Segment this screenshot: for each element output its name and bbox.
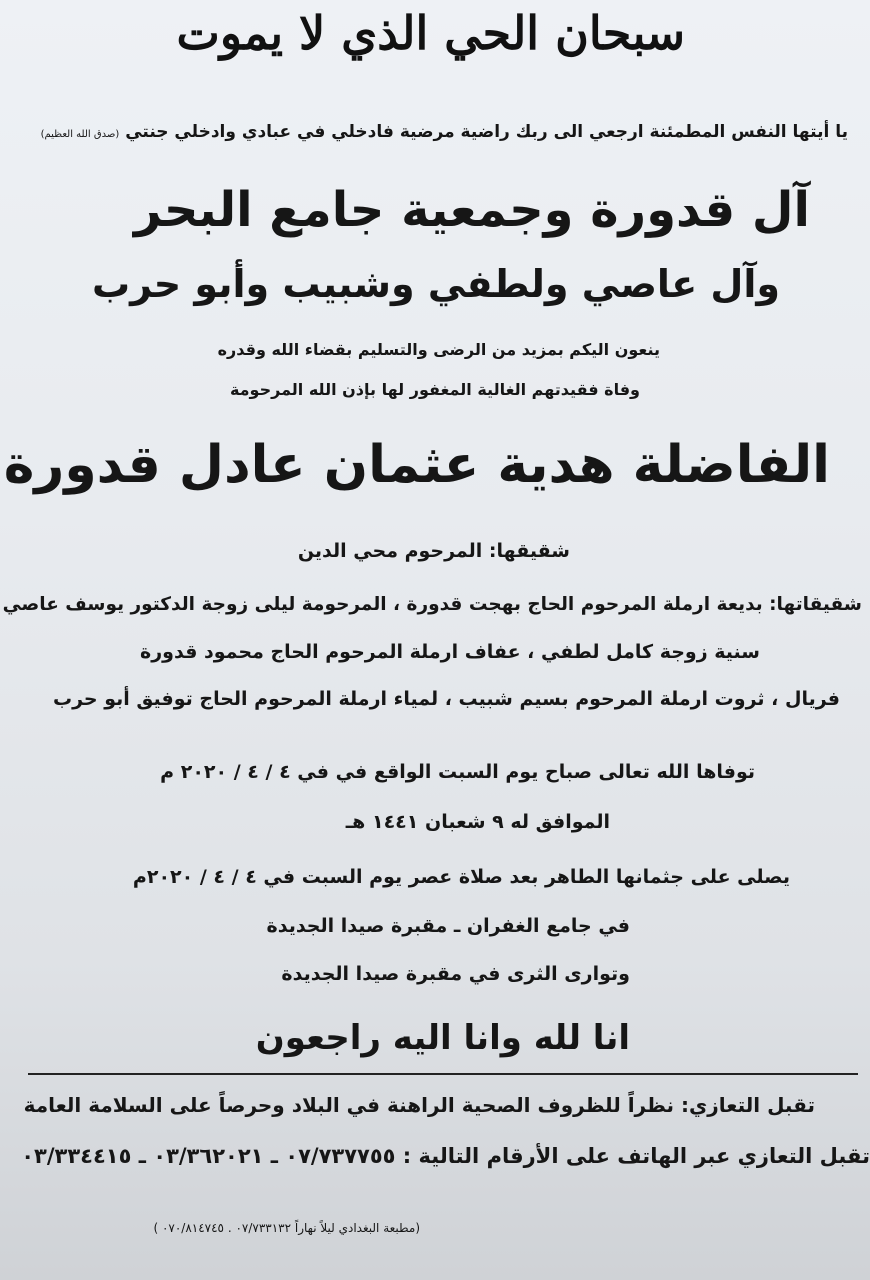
condolences-phone-line: تقبل التعازي عبر الهاتف على الأرقام التالية : ٠٧/٧٣٧٧٥٥ ـ ٠٣/٣٦٢٠٢١ ـ ٠٣/٣٣٤٤١٥ — [21, 1144, 870, 1168]
condolences-line-1: تقبل التعازي: نظراً للظروف الصحية الراهنة في البلاد وحرصاً على السلامة العامة — [23, 1093, 815, 1117]
brother-line: شقيقها: المرحوم محي الدين — [297, 540, 570, 562]
verse-text: يا أيتها النفس المطمئنة ارجعي الى ربك راضية مرضية فادخلي في عبادي وادخلي جنتي — [125, 122, 848, 142]
prayer-time-line: يصلى على جثمانها الطاهر بعد صلاة عصر يوم السبت في ٤ / ٤ / ٢٠٢٠م — [132, 866, 790, 888]
deceased-name: الفاضلة هدية عثمان عادل قدورة — [3, 435, 830, 495]
families-title: آل قدورة وجمعية جامع البحر — [134, 182, 810, 238]
quran-verse — [41, 122, 848, 142]
prayer-place-line: في جامع الغفران ـ مقبرة صيدا الجديدة — [266, 915, 630, 937]
divider — [28, 1073, 858, 1075]
closing-verse: انا لله وانا اليه راجعون — [255, 1018, 630, 1058]
hijri-date-line: الموافق له ٩ شعبان ١٤٤١ هـ — [345, 811, 610, 833]
burial-place-line: وتوارى الثرى في مقبرة صيدا الجديدة — [281, 963, 630, 985]
verse-source: (صدق الله العظيم) — [40, 129, 120, 140]
printer-credit: (مطبعة البغدادي ليلاً نهاراً ٠٧/٧٣٣١٣٢ . ٠٧٠/٨١٤٧٤٥ ) — [153, 1221, 420, 1235]
death-date-line: توفاها الله تعالى صباح يوم السبت الواقع في في ٤ / ٤ / ٢٠٢٠ م — [160, 761, 755, 783]
families-subtitle: وآل عاصي ولطفي وشبيب وأبو حرب — [91, 262, 780, 306]
calligraphy-header: سبحان الحي الذي لا يموت — [176, 6, 685, 60]
sisters-line-1: شقيقاتها: بديعة ارملة المرحوم الحاج بهجت قدورة ، المرحومة ليلى زوجة الدكتور يوسف عاصي — [2, 594, 862, 615]
announcement-line-1: ينعون اليكم بمزيد من الرضى والتسليم بقضاء الله وقدره — [217, 340, 660, 359]
sisters-line-3: فريال ، ثروت ارملة المرحوم بسيم شبيب ، لمياء ارملة المرحوم الحاج توفيق أبو حرب — [53, 688, 840, 710]
announcement-line-2: وفاة فقيدتهم الغالية المغفور لها بإذن الله المرحومة — [229, 380, 640, 399]
sisters-line-2: سنية زوجة كامل لطفي ، عفاف ارملة المرحوم الحاج محمود قدورة — [140, 641, 760, 663]
